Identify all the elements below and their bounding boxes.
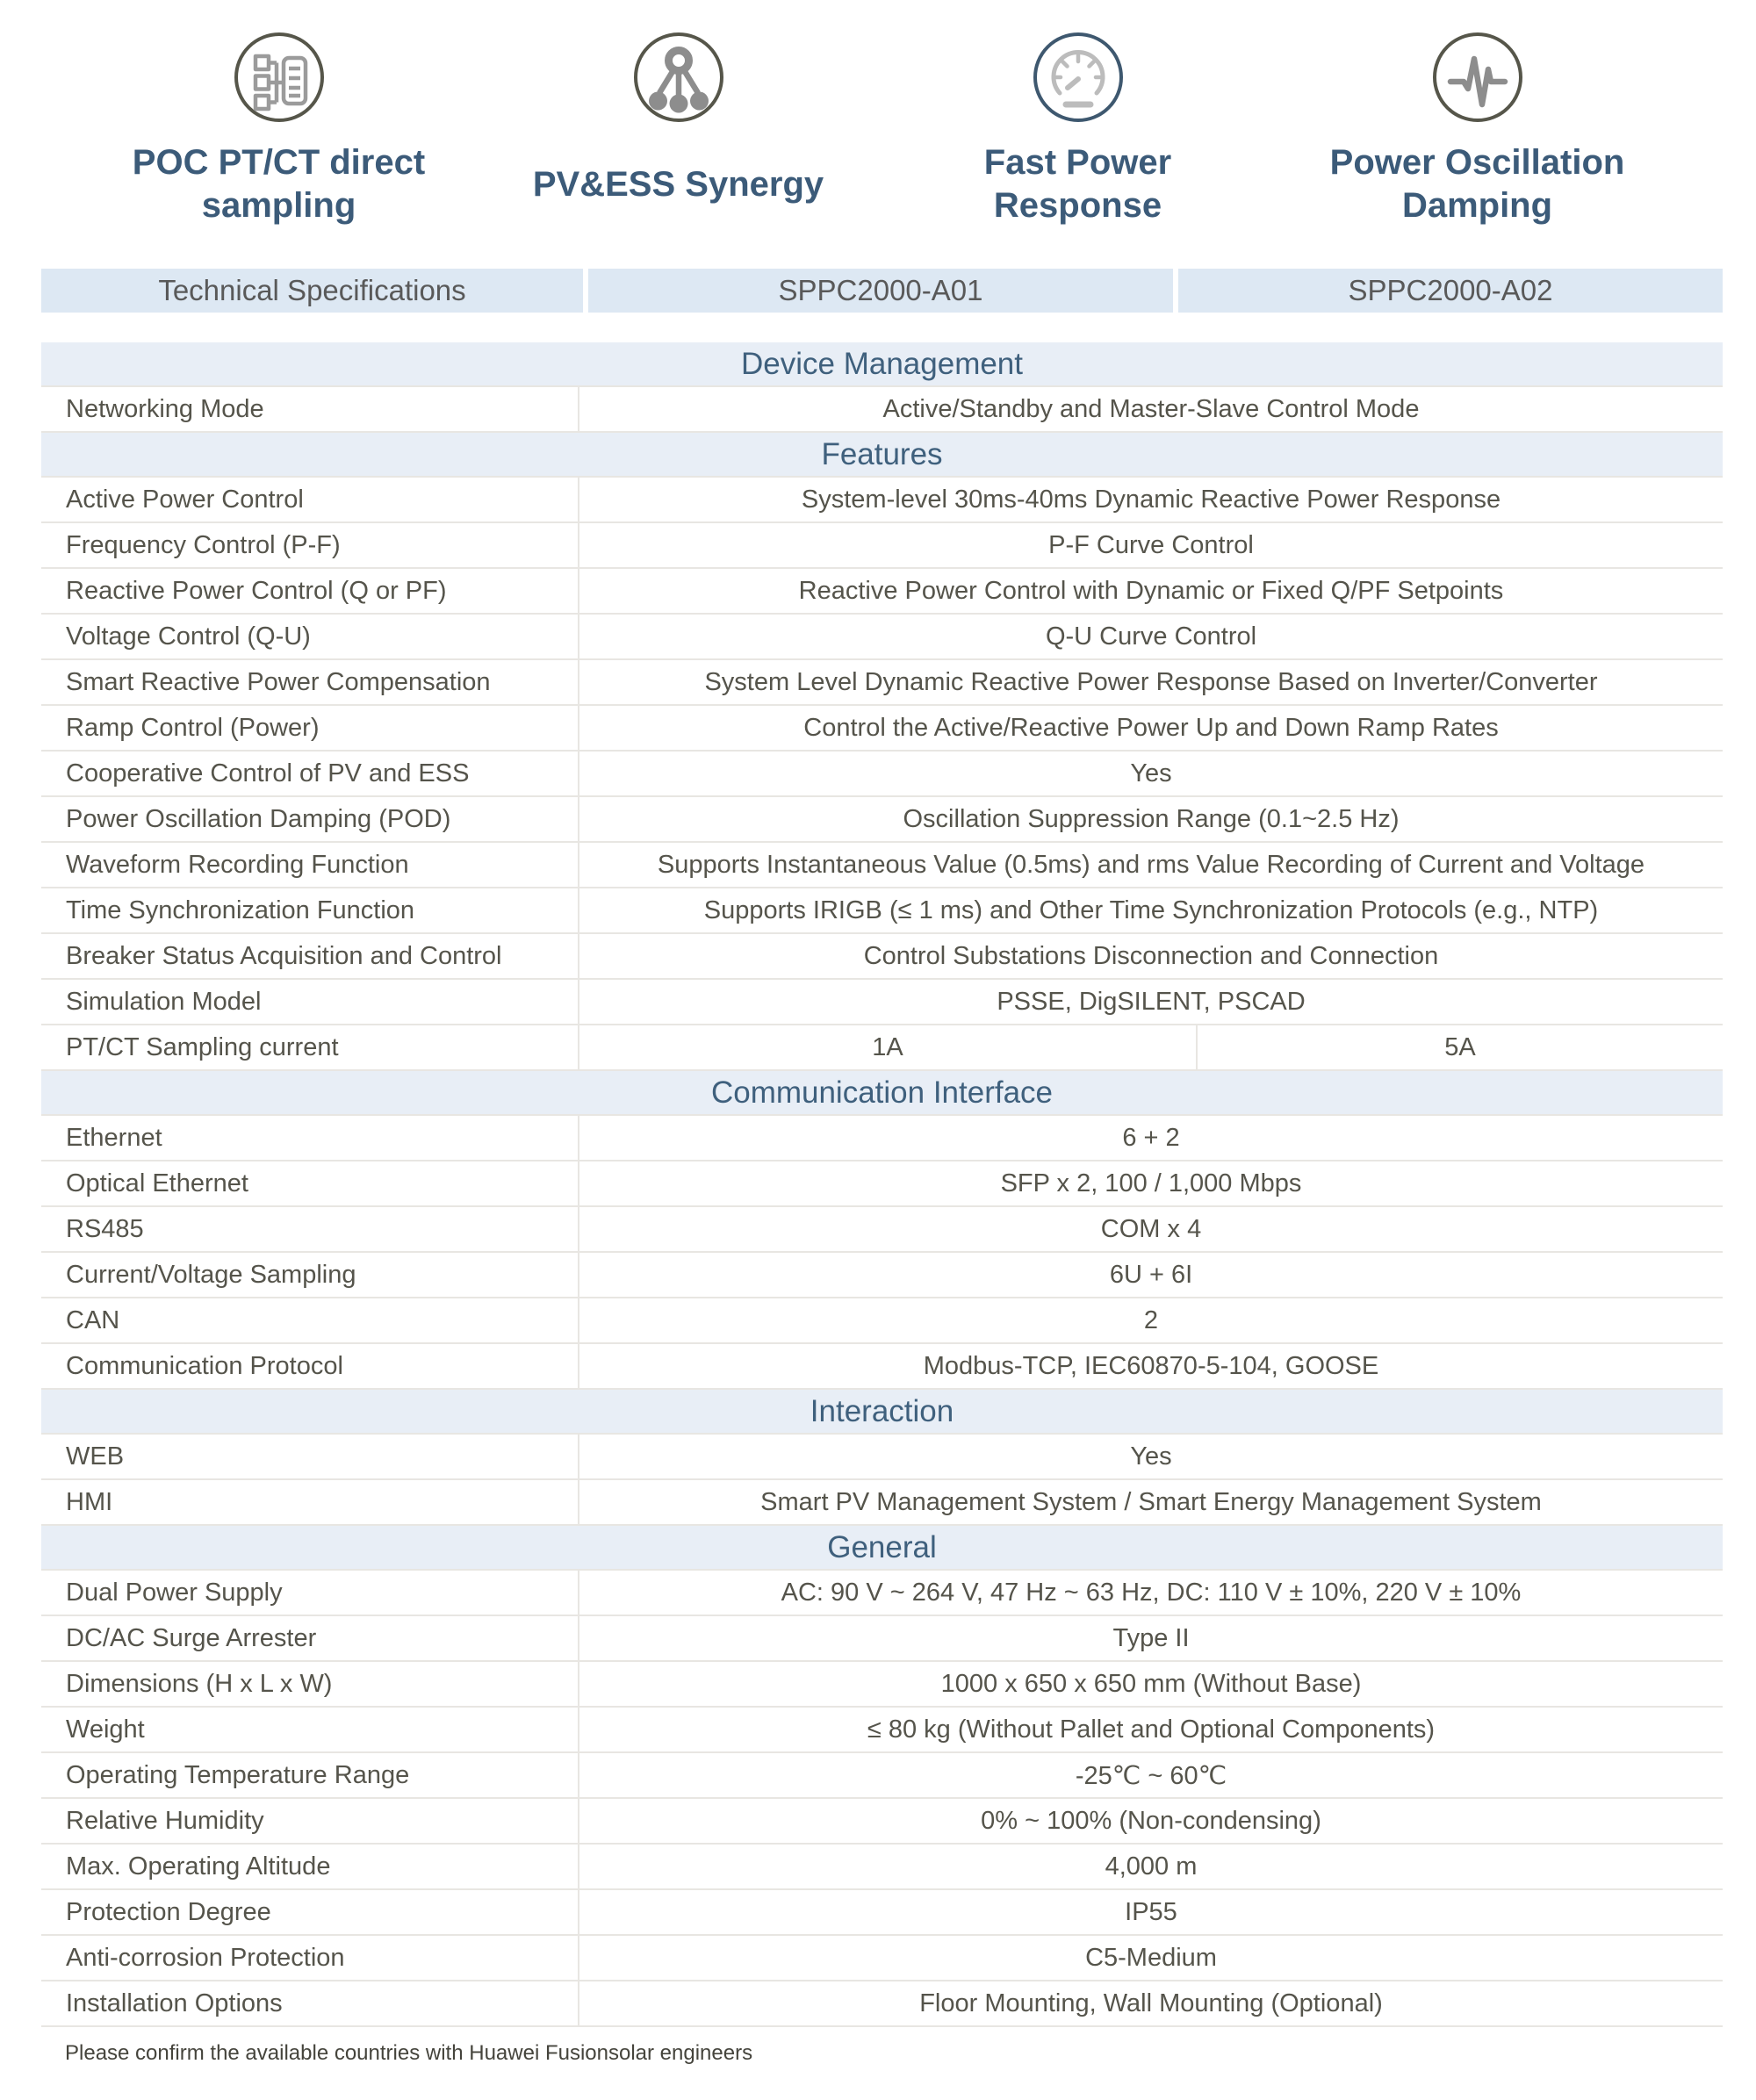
row-label: Cooperative Control of PV and ESS: [41, 752, 579, 795]
spec-table: [41, 342, 1723, 2027]
row-label: Active Power Control: [41, 478, 579, 521]
row-label: Frequency Control (P-F): [41, 523, 579, 567]
spec-row-current-voltage-sampling: [41, 1253, 1723, 1298]
row-label: Operating Temperature Range: [41, 1753, 579, 1797]
row-value: 2: [1143, 1305, 1159, 1334]
feature-label: Fast Power Response: [983, 143, 1172, 225]
row-value: Control the Active/Reactive Power Up and Down Ramp Rates: [803, 713, 1499, 742]
row-value: 6 + 2: [1122, 1123, 1180, 1152]
spec-row-hmi: [41, 1480, 1723, 1526]
row-label: Time Synchronization Function: [41, 888, 579, 932]
row-value: IP55: [1125, 1897, 1177, 1926]
spec-row-protection-degree: [41, 1890, 1723, 1936]
row-value: Yes: [1130, 759, 1172, 788]
spec-row-waveform-recording-function: [41, 843, 1723, 888]
spec-row-dual-power-supply: [41, 1571, 1723, 1616]
spec-row-smart-reactive-power-compensation: [41, 660, 1723, 706]
row-value: -25℃ ~ 60℃: [1075, 1761, 1227, 1790]
row-value: Q-U Curve Control: [1045, 622, 1257, 651]
row-value: Oscillation Suppression Range (0.1~2.5 Hz): [903, 804, 1400, 833]
spec-row-reactive-power-control-q-or-pf: [41, 569, 1723, 615]
spec-row-anti-corrosion-protection: [41, 1936, 1723, 1981]
spec-row-max-operating-altitude: [41, 1845, 1723, 1890]
row-value: 0% ~ 100% (Non-condensing): [981, 1806, 1321, 1835]
spec-row-dc-ac-surge-arrester: [41, 1616, 1723, 1662]
row-value: Control Substations Disconnection and Connection: [863, 941, 1439, 970]
section-header-device-management: [41, 342, 1723, 387]
row-value-1: 1A: [579, 1025, 1198, 1069]
row-value: Supports IRIGB (≤ 1 ms) and Other Time Synchronization Protocols (e.g., NTP): [703, 895, 1599, 924]
feature-fast-power-response: [878, 32, 1277, 234]
table-header-title: Technical Specifications: [41, 269, 583, 313]
row-value: Type II: [1112, 1623, 1190, 1652]
row-value: COM x 4: [1100, 1214, 1202, 1243]
row-value: AC: 90 V ~ 264 V, 47 Hz ~ 63 Hz, DC: 110 V ± 10%, 220 V ± 10%: [781, 1578, 1522, 1607]
feature-label: PV&ESS Synergy: [532, 164, 824, 204]
row-label: Breaker Status Acquisition and Control: [41, 934, 579, 978]
row-label: Current/Voltage Sampling: [41, 1253, 579, 1297]
spec-row-voltage-control-q-u: [41, 615, 1723, 660]
spec-row-frequency-control-p-f: [41, 523, 1723, 569]
feature-label: Power Oscillation Damping: [1329, 143, 1625, 225]
row-label: Reactive Power Control (Q or PF): [41, 569, 579, 613]
spec-row-optical-ethernet: [41, 1161, 1723, 1207]
section-header-general: [41, 1526, 1723, 1571]
row-label: Installation Options: [41, 1981, 579, 2025]
spec-row-power-oscillation-damping-pod: [41, 797, 1723, 843]
row-label: RS485: [41, 1207, 579, 1251]
spec-row-relative-humidity: [41, 1799, 1723, 1845]
sampling-modules-icon: [234, 32, 325, 123]
row-label: Communication Protocol: [41, 1344, 579, 1388]
row-value: Modbus-TCP, IEC60870-5-104, GOOSE: [923, 1351, 1379, 1380]
row-value: P-F Curve Control: [1048, 530, 1254, 559]
row-label: Smart Reactive Power Compensation: [41, 660, 579, 704]
footnote: Please confirm the available countries with Huawei Fusionsolar engineers: [65, 2041, 753, 2065]
spec-row-cooperative-control-of-pv-and-ess: [41, 752, 1723, 797]
spec-row-operating-temperature-range: [41, 1753, 1723, 1799]
row-label: Networking Mode: [41, 387, 579, 431]
speedometer-icon: [1033, 32, 1124, 123]
spec-row-can: [41, 1298, 1723, 1344]
feature-highlights-row: [0, 0, 1756, 234]
spec-row-pt-ct-sampling-current: [41, 1025, 1723, 1071]
spec-row-networking-mode: [41, 387, 1723, 433]
section-header-interaction: [41, 1390, 1723, 1435]
row-label: Dual Power Supply: [41, 1571, 579, 1615]
spec-row-breaker-status-acquisition-and-control: [41, 934, 1723, 980]
spec-row-dimensions-h-x-l-x-w: [41, 1662, 1723, 1708]
row-value: PSSE, DigSILENT, PSCAD: [997, 987, 1306, 1016]
row-value: C5-Medium: [1085, 1943, 1217, 1972]
row-value: ≤ 80 kg (Without Pallet and Optional Components): [867, 1715, 1436, 1744]
spec-row-active-power-control: [41, 478, 1723, 523]
spec-row-rs485: [41, 1207, 1723, 1253]
pulse-wave-icon: [1432, 32, 1523, 123]
row-label: Optical Ethernet: [41, 1161, 579, 1205]
row-value: Yes: [1130, 1442, 1172, 1471]
spec-row-communication-protocol: [41, 1344, 1723, 1390]
row-label: DC/AC Surge Arrester: [41, 1616, 579, 1660]
row-value: 1000 x 650 x 650 mm (Without Base): [940, 1669, 1362, 1698]
row-value: SFP x 2, 100 / 1,000 Mbps: [1000, 1169, 1302, 1197]
section-title: Features: [821, 436, 943, 471]
spec-row-time-synchronization-function: [41, 888, 1723, 934]
row-value: Reactive Power Control with Dynamic or Fixed Q/PF Setpoints: [798, 576, 1504, 605]
row-label: WEB: [41, 1435, 579, 1478]
row-label: Waveform Recording Function: [41, 843, 579, 887]
feature-poc-pt-ct-direct-sampling: [79, 32, 479, 234]
spec-row-weight: [41, 1708, 1723, 1753]
row-label: Weight: [41, 1708, 579, 1751]
row-label: Voltage Control (Q-U): [41, 615, 579, 658]
row-label: PT/CT Sampling current: [41, 1025, 579, 1069]
row-label: Max. Operating Altitude: [41, 1845, 579, 1888]
row-value: 4,000 m: [1105, 1852, 1198, 1881]
row-label: Relative Humidity: [41, 1799, 579, 1843]
row-value: System Level Dynamic Reactive Power Response Based on Inverter/Converter: [704, 667, 1598, 696]
row-value-2: 5A: [1444, 1032, 1476, 1061]
row-label: HMI: [41, 1480, 579, 1524]
section-title: General: [827, 1529, 937, 1564]
row-value: Supports Instantaneous Value (0.5ms) and rms Value Recording of Current and Voltage: [657, 850, 1645, 879]
table-header-model-a01: SPPC2000-A01: [588, 269, 1173, 313]
row-value: Active/Standby and Master-Slave Control Mode: [882, 394, 1420, 423]
feature-label: POC PT/CT direct sampling: [132, 143, 426, 225]
row-label: Power Oscillation Damping (POD): [41, 797, 579, 841]
row-value: System-level 30ms-40ms Dynamic Reactive Power Response: [801, 485, 1501, 514]
table-header-model-a02: SPPC2000-A02: [1178, 269, 1723, 313]
section-title: Interaction: [810, 1393, 954, 1428]
node-tree-icon: [633, 32, 724, 123]
spec-row-simulation-model: [41, 980, 1723, 1025]
row-label: Dimensions (H x L x W): [41, 1662, 579, 1706]
row-value: Smart PV Management System / Smart Energy Management System: [760, 1487, 1542, 1516]
spec-row-web: [41, 1435, 1723, 1480]
row-label: Protection Degree: [41, 1890, 579, 1934]
spec-row-installation-options: [41, 1981, 1723, 2027]
feature-power-oscillation-damping: [1277, 32, 1677, 234]
row-label: Anti-corrosion Protection: [41, 1936, 579, 1980]
row-label: CAN: [41, 1298, 579, 1342]
section-header-features: [41, 433, 1723, 478]
spec-row-ramp-control-power: [41, 706, 1723, 752]
section-title: Communication Interface: [710, 1075, 1054, 1110]
row-label: Ramp Control (Power): [41, 706, 579, 750]
feature-pv-ess-synergy: [479, 32, 878, 234]
row-label: Simulation Model: [41, 980, 579, 1024]
section-header-communication-interface: [41, 1071, 1723, 1116]
spec-table-header-row: [41, 269, 1723, 313]
row-value: Floor Mounting, Wall Mounting (Optional): [919, 1989, 1383, 2017]
spec-row-ethernet: [41, 1116, 1723, 1161]
section-title: Device Management: [741, 346, 1023, 381]
row-label: Ethernet: [41, 1116, 579, 1160]
row-value: 6U + 6I: [1109, 1260, 1193, 1289]
